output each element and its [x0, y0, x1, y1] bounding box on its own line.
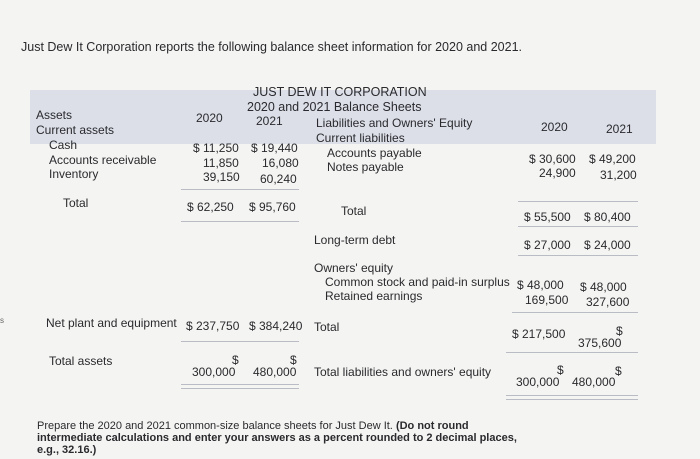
rule-right-tloe-2	[506, 399, 638, 400]
common-stock-2021: $ 48,000	[580, 280, 627, 294]
ltd-2020: $ 27,000	[524, 238, 571, 252]
current-total-2021: $ 95,760	[249, 200, 296, 214]
owners-equity-heading: Owners' equity	[314, 261, 393, 275]
ap-2021: $ 49,200	[589, 152, 636, 166]
liabilities-heading: Liabilities and Owners' Equity	[316, 116, 473, 130]
current-liabilities-heading: Current liabilities	[316, 131, 405, 145]
oe-total-2021: 375,600	[578, 336, 622, 350]
rule-right-re	[512, 312, 638, 313]
ar-label: Accounts receivable	[49, 153, 157, 167]
intro-text: Just Dew It Corporation reports the following balance sheet information for 2020 and 2021.	[21, 40, 522, 54]
inventory-label: Inventory	[49, 167, 99, 181]
cl-total-2021: $ 80,400	[584, 210, 631, 224]
rule-left-npe	[181, 341, 299, 342]
instructions	[37, 420, 517, 456]
oe-total-label: Total	[314, 320, 340, 334]
rule-left-ta-1	[181, 384, 299, 385]
ltd-2021: $ 24,000	[584, 238, 631, 252]
rule-left-total	[181, 221, 299, 222]
npe-2021: $ 384,240	[249, 319, 303, 333]
tloe-2020-symbol: $	[557, 363, 564, 377]
np-2020: 24,900	[539, 166, 576, 180]
npe-2020: $ 237,750	[186, 319, 240, 333]
current-total-label: Total	[63, 196, 89, 210]
rule-right-oe	[506, 352, 638, 353]
ltd-label: Long-term debt	[314, 233, 396, 247]
statement-title: 2020 and 2021 Balance Sheets	[247, 100, 422, 114]
instructions-text: Prepare the 2020 and 2021 common-size balance sheets for Just Dew It.	[37, 420, 393, 432]
rule-right-ltd	[518, 255, 638, 256]
cash-label: Cash	[49, 138, 78, 152]
retained-earnings-label: Retained earnings	[325, 289, 423, 303]
np-2021: 31,200	[600, 168, 637, 182]
total-assets-2020-symbol: $	[232, 353, 239, 367]
rule-right-total	[518, 226, 638, 227]
total-assets-2020: 300,000	[192, 365, 236, 379]
npe-label: Net plant and equipment	[46, 316, 177, 330]
tloe-2021: 480,000	[572, 375, 616, 389]
common-stock-label: Common stock and paid-in surplus	[325, 275, 510, 289]
rule-right-tloe-1	[506, 395, 638, 396]
instructions-note: (Do not round intermediate calculations and enter your answers as a percent rounded to 2 decimal places, e.g., 32.16.)	[37, 420, 517, 456]
tloe-2021-symbol: $	[615, 364, 622, 378]
cl-total-label: Total	[341, 204, 367, 218]
retained-earnings-2021: 327,600	[586, 295, 630, 309]
oe-total-2021-symbol: $	[616, 324, 623, 338]
rule-left-ta-2	[181, 388, 299, 389]
right-year-2021: 2021	[606, 122, 633, 136]
cash-2020: $ 11,250	[193, 141, 239, 155]
common-stock-2020: $ 48,000	[517, 278, 564, 292]
ap-2020: $ 30,600	[529, 152, 576, 166]
total-assets-2021-symbol: $	[290, 353, 297, 367]
ar-2020: 11,850	[203, 156, 239, 170]
retained-earnings-2020: 169,500	[525, 293, 569, 307]
tloe-2020: 300,000	[516, 375, 560, 389]
left-year-2020: 2020	[196, 111, 223, 125]
company-title: JUST DEW IT CORPORATION	[253, 85, 427, 99]
ar-2021: 16,080	[262, 156, 299, 170]
assets-heading: Assets	[36, 108, 73, 122]
side-marker: s	[0, 316, 4, 325]
cash-2021: $ 19,440	[251, 141, 298, 155]
total-assets-2021: 480,000	[253, 365, 297, 379]
tloe-label: Total liabilities and owners' equity	[314, 365, 492, 379]
left-year-2021: 2021	[256, 114, 283, 128]
cl-total-2020: $ 55,500	[524, 210, 571, 224]
right-year-2020: 2020	[541, 120, 568, 134]
rule-left-subtotal	[181, 189, 299, 190]
oe-total-2020: $ 217,500	[512, 327, 566, 341]
current-assets-heading: Current assets	[36, 123, 115, 137]
current-total-2020: $ 62,250	[187, 200, 234, 214]
np-label: Notes payable	[327, 160, 404, 174]
total-assets-label: Total assets	[49, 354, 113, 368]
ap-label: Accounts payable	[327, 146, 422, 160]
inventory-2020: 39,150	[203, 170, 240, 184]
inventory-2021: 60,240	[260, 172, 297, 186]
rule-right-subtotal	[518, 201, 638, 202]
